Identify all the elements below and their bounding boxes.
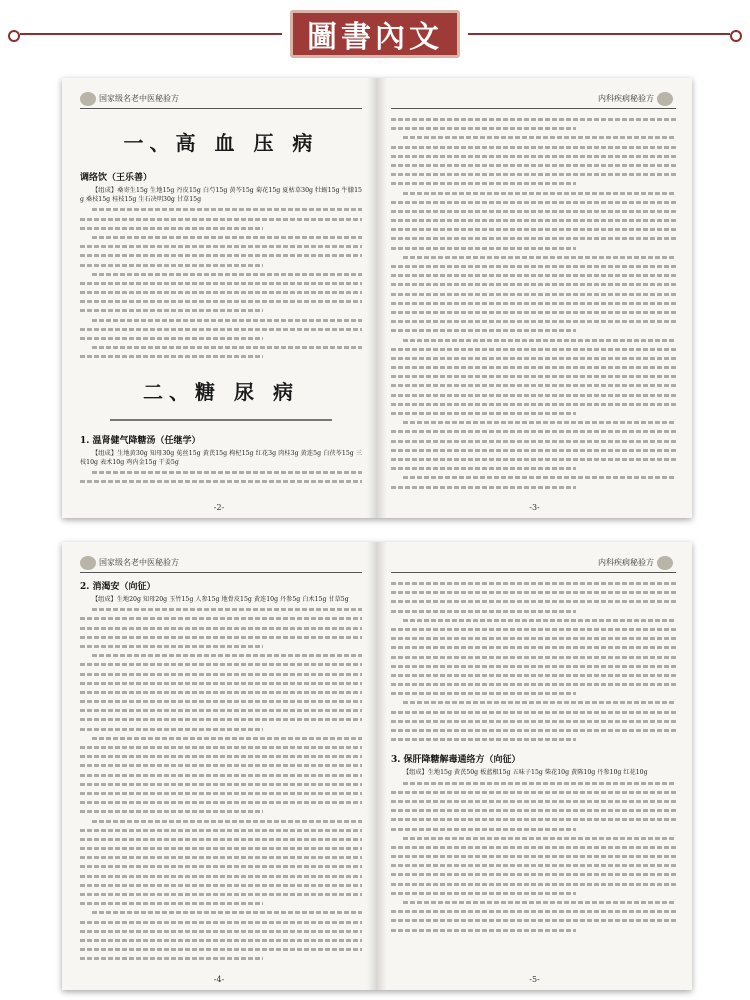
book-logo-icon: [80, 92, 96, 106]
book-spread-top: [62, 78, 692, 518]
banner-rule-right: [468, 33, 730, 35]
formula-composition: 【组成】生地20g 知母20g 玉竹15g 人参15g 地骨皮15g 黄连10g 丹参5g 白术15g 甘草5g: [92, 596, 349, 603]
formula-title: 调络饮（王乐善）: [80, 173, 153, 183]
banner: [0, 0, 750, 70]
header-title: 国家级名老中医秘验方: [99, 94, 179, 103]
chapter-title-2: 二、糖 尿 病: [143, 379, 299, 404]
book-logo-icon: [657, 556, 673, 570]
formula-composition-2: 【组成】生地黄30g 知母30g 菟丝15g 黄芪15g 枸杞15g 红花3g 肉桂3g 黄连5g 白茯苓15g 三枝10g 表术10g 鸡内金15g 干姜5g: [80, 449, 362, 466]
page-header: [80, 84, 362, 109]
header-title: 国家级名老中医秘验方: [99, 558, 179, 567]
page-5: [377, 542, 692, 990]
banner-ornament-right: [730, 30, 742, 42]
page-number: -2-: [213, 503, 225, 512]
banner-title: 圖書內文: [290, 10, 460, 58]
page-header: [80, 548, 362, 573]
page-number: -3-: [529, 503, 540, 512]
chapter-title: 一、高 血 压 病: [123, 131, 319, 155]
book-logo-icon: [80, 556, 96, 570]
page-2: [62, 78, 377, 518]
page-3: [377, 78, 692, 518]
formula-title: 3. 保肝降糖解毒通络方（向征）: [391, 755, 521, 766]
formula-composition: 【组成】生地15g 黄芪50g 板蓝根15g 五味子15g 柴花10g 黄陈10g 丹参10g 红花10g: [403, 769, 648, 777]
book-logo-icon: [657, 92, 673, 106]
page-4: [62, 542, 377, 990]
book-spread-bottom: [62, 542, 692, 990]
page-header: [391, 548, 676, 573]
header-title: 内科疾病秘验方: [598, 94, 654, 103]
formula-title-2: 1. 温肾健气降糖汤（任继学）: [80, 435, 201, 446]
banner-ornament-left: [8, 30, 20, 42]
formula-composition: 【组成】桑寄生15g 生地15g 丹皮15g 白芍15g 黄芩15g 菊花15g 夏枯草30g 牡蛎15g 牛膝15g 桑枝15g 桂枝15g 生石决明30g 甘草15g: [80, 187, 362, 204]
page-number: -4-: [213, 975, 225, 984]
formula-title: 2. 消渴安（向征）: [80, 582, 156, 592]
banner-rule-left: [20, 33, 282, 35]
page-number: -5-: [529, 975, 540, 984]
page-header: [391, 84, 676, 109]
header-title: 内科疾病秘验方: [598, 558, 654, 567]
